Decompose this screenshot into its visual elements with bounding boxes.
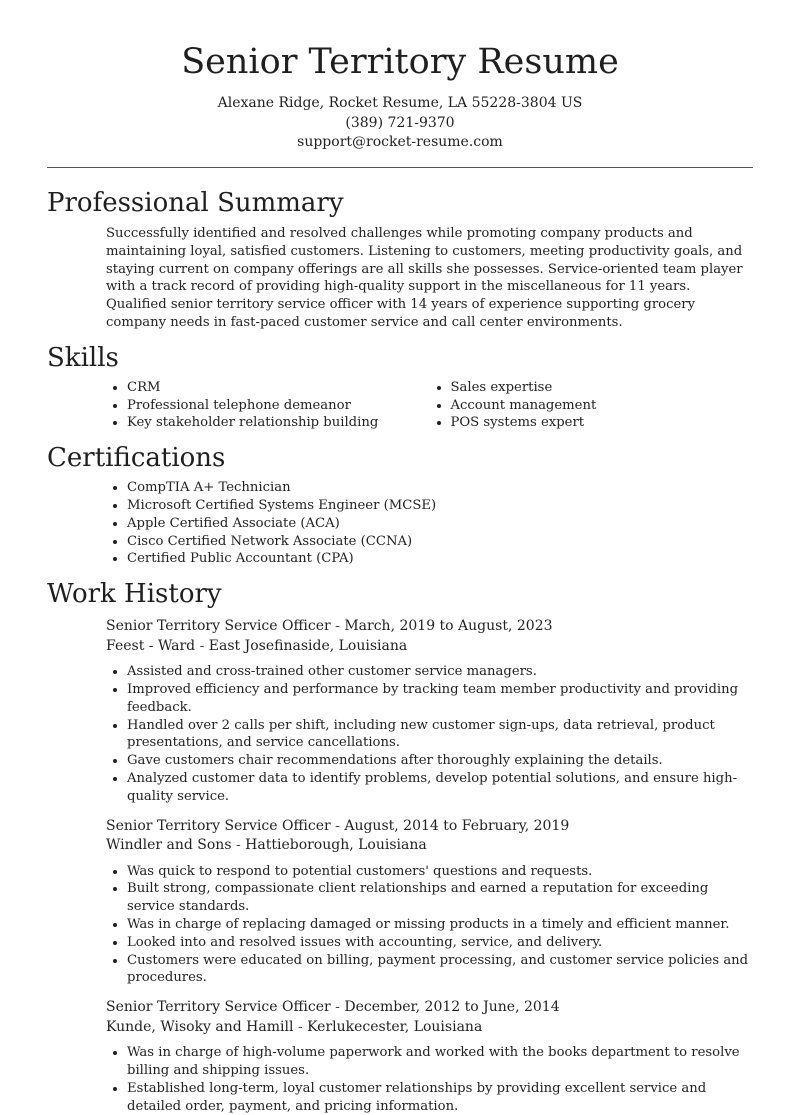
summary-text: Successfully identified and resolved challenges while promoting company products and maintaining loyal, satisfied customers. Listening to customers, meeting productivity goals, and staying current on company offerings are all skills she possesses. Service-oriented team player with a track record of providing high-quality support in the miscellaneous for 11 years. Qualified senior territory service officer with 14 years of experience supporting grocery company needs in fast-paced customer service and call center environments. <box>106 226 743 330</box>
certification-item: • CompTIA A+ Technician <box>127 479 753 497</box>
job-location: Hattieborough, Louisiana <box>245 837 427 854</box>
resume-header <box>0 0 800 153</box>
certification-item: • Certified Public Accountant (CPA) <box>127 550 753 568</box>
work-history-heading: Work History <box>47 579 222 610</box>
skill-item: • CRM <box>127 379 430 397</box>
duty-item: • Established long-term, loyal customer relationships by providing excellent service and detailed order, payment, and pricing information. <box>127 1080 753 1115</box>
phone-line: (389) 721-9370 <box>345 114 455 131</box>
job-company-line: Kunde, Wisoky and Hamill - Kerlukecester, Louisiana <box>106 1018 483 1035</box>
skills-columns <box>106 379 753 432</box>
job-entry <box>106 617 753 805</box>
job-company-line: Feest - Ward - East Josefinaside, Louisiana <box>106 637 408 654</box>
job-company: Kunde, Wisoky and Hamill <box>106 1018 294 1035</box>
summary-section <box>47 186 753 332</box>
email-line: support@rocket-resume.com <box>297 134 503 150</box>
job-role: Senior Territory Service Officer <box>106 618 331 635</box>
job-location: Kerlukecester, Louisiana <box>307 1018 483 1035</box>
job-entry <box>106 998 753 1115</box>
job-location: East Josefinaside, Louisiana <box>208 637 408 654</box>
job-title-line: Senior Territory Service Officer - March, 2019 to August, 2023 <box>106 618 553 635</box>
job-duties <box>106 1044 753 1115</box>
job-company-line: Windler and Sons - Hattieborough, Louisiana <box>106 837 427 854</box>
job-dates: December, 2012 to June, 2014 <box>344 999 560 1016</box>
duty-item: • Analyzed customer data to identify problems, develop potential solutions, and ensure high-quality service. <box>127 770 753 806</box>
duty-item: • Handled over 2 calls per shift, including new customer sign-ups, data retrieval, product presentations, and service cancellations. <box>127 717 753 753</box>
job-title-line: Senior Territory Service Officer - December, 2012 to June, 2014 <box>106 999 560 1016</box>
duty-item: • Built strong, compassionate client relationships and earned a reputation for exceeding service standards. <box>127 880 753 916</box>
job-dates: August, 2014 to February, 2019 <box>344 817 570 834</box>
skills-section <box>47 341 753 432</box>
resume-title: Senior Territory Resume <box>181 42 619 82</box>
header-divider <box>47 167 753 168</box>
certification-item: • Cisco Certified Network Associate (CCNA) <box>127 533 753 551</box>
duty-item: • Looked into and resolved issues with accounting, service, and delivery. <box>127 934 753 952</box>
resume-body <box>47 186 753 1115</box>
job-company: Feest - Ward <box>106 637 196 654</box>
skill-item: • Account management <box>451 397 754 415</box>
certification-item: • Microsoft Certified Systems Engineer (MCSE) <box>127 497 753 515</box>
work-history-section <box>47 577 753 1115</box>
job-duties <box>106 663 753 805</box>
job-entry <box>106 817 753 988</box>
certifications-list <box>106 479 753 568</box>
job-dates: March, 2019 to August, 2023 <box>344 618 553 635</box>
duty-item: • Was quick to respond to potential customers' questions and requests. <box>127 863 753 881</box>
skills-list-left <box>106 379 430 432</box>
job-duties <box>106 863 753 988</box>
contact-block <box>0 94 800 153</box>
skills-list-right <box>430 379 754 432</box>
skill-item: • Sales expertise <box>451 379 754 397</box>
certification-item: • Apple Certified Associate (ACA) <box>127 515 753 533</box>
duty-item: • Improved efficiency and performance by tracking team member productivity and providing feedback. <box>127 681 753 717</box>
job-company: Windler and Sons <box>106 837 232 854</box>
summary-heading: Professional Summary <box>47 188 344 218</box>
skill-item: • Professional telephone demeanor <box>127 397 430 415</box>
duty-item: • Was in charge of replacing damaged or missing products in a timely and efficient manner. <box>127 916 753 934</box>
duty-item: • Was in charge of high-volume paperwork and worked with the books department to resolve billing and shipping issues. <box>127 1044 753 1080</box>
duty-item: • Gave customers chair recommendations after thoroughly explaining the details. <box>127 752 753 770</box>
job-role: Senior Territory Service Officer <box>106 817 331 834</box>
certifications-section <box>47 441 753 568</box>
jobs-list <box>47 617 753 1115</box>
job-role: Senior Territory Service Officer <box>106 999 331 1016</box>
duty-item: • Customers were educated on billing, payment processing, and customer service policies and procedures. <box>127 952 753 988</box>
certifications-heading: Certifications <box>47 443 226 474</box>
skills-heading: Skills <box>47 342 119 373</box>
skill-item: • POS systems expert <box>451 414 754 432</box>
job-title-line: Senior Territory Service Officer - August, 2014 to February, 2019 <box>106 817 570 834</box>
address-line: Alexane Ridge, Rocket Resume, LA 55228-3804 US <box>217 95 583 111</box>
skill-item: • Key stakeholder relationship building <box>127 414 430 432</box>
duty-item: • Assisted and cross-trained other customer service managers. <box>127 663 753 681</box>
